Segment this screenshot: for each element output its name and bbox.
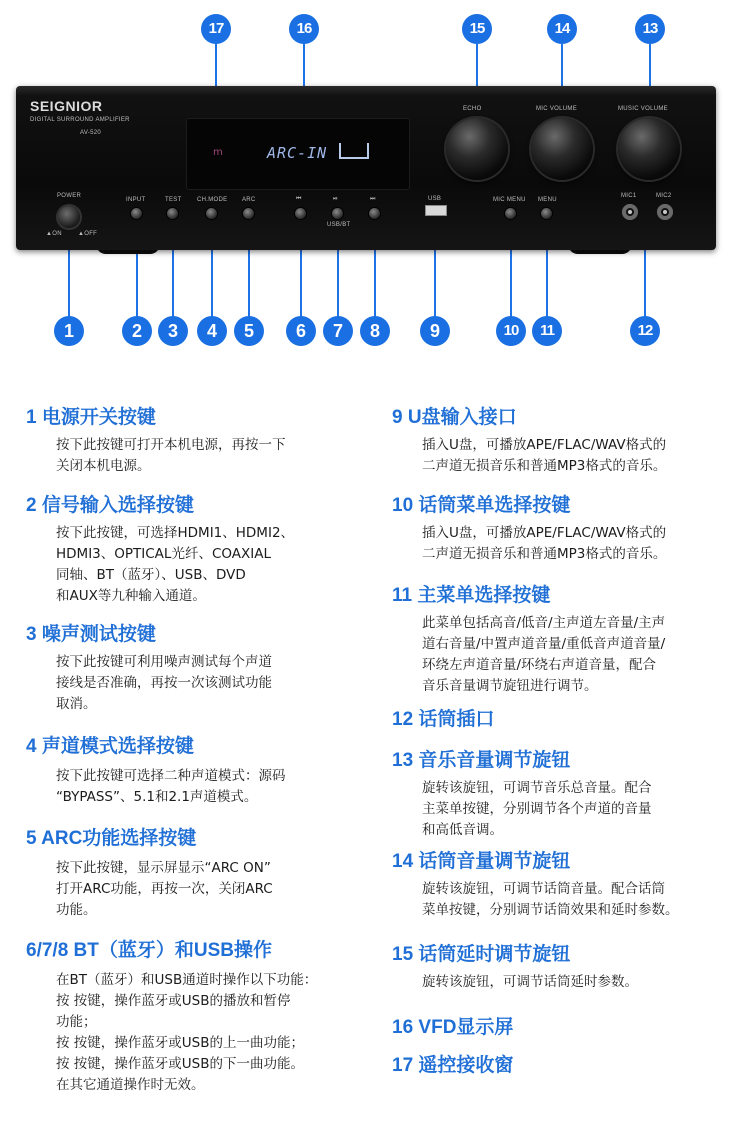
item-title: 17 遥控接收窗 — [392, 1055, 514, 1076]
item-4 — [26, 731, 286, 808]
item-line: 按 按键，操作蓝牙或USB的下一曲功能。 — [56, 1056, 305, 1072]
play-pause-button[interactable] — [332, 208, 343, 219]
item-14 — [392, 846, 679, 921]
mic-menu-label: MIC MENU — [493, 197, 526, 203]
display-level-bars — [339, 143, 369, 159]
callout-badge-7: 7 — [323, 316, 353, 346]
item-title: 15 话筒延时调节旋钮 — [392, 944, 571, 965]
item-line: 此菜单包括高音/低音/主声道左音量/主声 — [422, 615, 666, 631]
item-3 — [26, 619, 272, 715]
item-title: 16 VFD显示屏 — [392, 1017, 514, 1038]
callout-badge-5: 5 — [234, 316, 264, 346]
music-volume-label: MUSIC VOLUME — [618, 106, 668, 112]
item-12 — [392, 704, 494, 731]
item-15 — [392, 939, 638, 993]
item-line: 和AUX等九种输入通道。 — [56, 588, 206, 604]
echo-knob[interactable] — [446, 118, 508, 180]
mic1-jack[interactable] — [622, 204, 638, 220]
menu-button[interactable] — [541, 208, 552, 219]
usb-label: USB — [428, 196, 442, 202]
play-label: ⏯ — [333, 196, 339, 202]
callout-badge-16: 16 — [289, 14, 319, 44]
item-6-7-8 — [26, 935, 317, 1096]
power-button[interactable] — [58, 206, 80, 228]
display-text: ARC-IN — [267, 144, 328, 162]
item-line: 音乐音量调节旋钮进行调节。 — [422, 678, 598, 694]
item-line: 旋转该旋钮，可调节话筒音量。配合话筒 — [422, 881, 665, 897]
callout-badge-10: 10 — [496, 316, 526, 346]
mic2-jack[interactable] — [657, 204, 673, 220]
item-17 — [392, 1050, 513, 1077]
item-line: 接线是否准确，再按一次该测试功能 — [56, 675, 272, 691]
item-title: 6/7/8 BT（蓝牙）和USB操作 — [26, 940, 272, 961]
item-line: 二声道无损音乐和普通MP3格式的音乐。 — [422, 458, 667, 474]
item-line: 按下此按键可选择二种声道模式：源码 — [56, 768, 286, 784]
item-line: HDMI3、OPTICAL光纤、COAXIAL — [56, 546, 271, 562]
usb-port[interactable] — [425, 205, 447, 216]
callout-badge-3: 3 — [158, 316, 188, 346]
brand-logo: SEIGNIOR — [30, 98, 103, 114]
display-indicator: m — [213, 147, 223, 158]
power-off-label: ▲OFF — [78, 231, 98, 237]
item-title: 10 话筒菜单选择按键 — [392, 495, 571, 516]
item-line: 道右音量/中置声道音量/重低音声道音量/ — [422, 636, 666, 652]
item-2 — [26, 490, 294, 607]
callout-badge-13: 13 — [635, 14, 665, 44]
mic-volume-label: MIC VOLUME — [536, 106, 578, 112]
item-10 — [392, 490, 666, 565]
amplifier-figure — [0, 0, 750, 360]
callout-badge-4: 4 — [197, 316, 227, 346]
callout-badge-14: 14 — [547, 14, 577, 44]
item-title: 9 U盘输入接口 — [392, 407, 517, 428]
item-line: 环绕左声道音量/环绕右声道音量，配合 — [422, 657, 657, 673]
callout-badge-6: 6 — [286, 316, 316, 346]
callout-badge-2: 2 — [122, 316, 152, 346]
item-line: 取消。 — [56, 696, 97, 712]
item-line: 按下此按键，可选择HDMI1、HDMI2、 — [56, 525, 295, 541]
item-line: 插入U盘，可播放APE/FLAC/WAV格式的 — [422, 437, 667, 453]
callout-badge-1: 1 — [54, 316, 84, 346]
item-title: 3 噪声测试按键 — [26, 624, 156, 645]
item-line: 按 按键，操作蓝牙或USB的播放和暂停 — [56, 993, 291, 1009]
item-line: 关闭本机电源。 — [56, 458, 151, 474]
item-line: 按下此按键，显示屏显示“ARC ON” — [56, 860, 271, 876]
item-line: 按 按键，操作蓝牙或USB的上一曲功能； — [56, 1035, 305, 1051]
echo-label: ECHO — [463, 106, 482, 112]
next-button[interactable] — [369, 208, 380, 219]
usb-bt-label: USB/BT — [327, 222, 351, 228]
mic1-label: MIC1 — [621, 193, 637, 199]
callout-badge-12: 12 — [630, 316, 660, 346]
item-title: 5 ARC功能选择按键 — [26, 828, 197, 849]
item-11 — [392, 580, 665, 697]
item-body — [422, 613, 665, 697]
input-label: INPUT — [126, 197, 146, 203]
item-line: 菜单按键，分别调节话筒效果和延时参数。 — [422, 902, 679, 918]
next-label: ⏭ — [370, 196, 376, 202]
prev-button[interactable] — [295, 208, 306, 219]
item-title: 11 主菜单选择按键 — [392, 585, 551, 606]
item-16 — [392, 1012, 513, 1039]
item-body — [422, 523, 666, 565]
item-5 — [26, 823, 273, 921]
mic2-label: MIC2 — [656, 193, 672, 199]
item-line: 二声道无损音乐和普通MP3格式的音乐。 — [422, 546, 667, 562]
item-title: 1 电源开关按键 — [26, 407, 156, 428]
input-button[interactable] — [131, 208, 142, 219]
callout-badge-15: 15 — [462, 14, 492, 44]
callout-badge-11: 11 — [532, 316, 562, 346]
vfd-display — [186, 118, 410, 190]
item-line: 在BT（蓝牙）和USB通道时操作以下功能： — [56, 972, 318, 988]
item-body — [56, 435, 286, 477]
item-body — [56, 652, 272, 715]
item-body — [56, 523, 294, 607]
arc-label: ARC — [242, 197, 256, 203]
item-line: 按下此按键可打开本机电源，再按一下 — [56, 437, 286, 453]
prev-label: ⏮ — [296, 196, 302, 202]
device-model: AV-520 — [80, 130, 102, 136]
item-body — [56, 766, 286, 808]
item-body — [422, 972, 638, 993]
item-line: 按下此按键可利用噪声测试每个声道 — [56, 654, 272, 670]
item-title: 14 话筒音量调节旋钮 — [392, 851, 571, 872]
item-title: 2 信号输入选择按键 — [26, 495, 194, 516]
test-button[interactable] — [167, 208, 178, 219]
chmode-button[interactable] — [206, 208, 217, 219]
callout-badge-9: 9 — [420, 316, 450, 346]
arc-button[interactable] — [243, 208, 254, 219]
callout-badge-8: 8 — [360, 316, 390, 346]
power-label: POWER — [57, 193, 82, 199]
item-title: 4 声道模式选择按键 — [26, 736, 194, 757]
item-line: 插入U盘，可播放APE/FLAC/WAV格式的 — [422, 525, 667, 541]
item-13 — [392, 745, 652, 841]
item-1 — [26, 402, 286, 477]
item-body — [422, 435, 666, 477]
device-subtitle: DIGITAL SURROUND AMPLIFIER — [30, 117, 130, 123]
callout-badge-17: 17 — [201, 14, 231, 44]
item-body — [56, 970, 317, 1096]
item-title: 12 话筒插口 — [392, 709, 495, 730]
item-line: 旋转该旋钮，可调节音乐总音量。配合 — [422, 780, 652, 796]
item-title: 13 音乐音量调节旋钮 — [392, 750, 571, 771]
item-line: 在其它通道操作时无效。 — [56, 1077, 205, 1093]
item-line: “BYPASS”、5.1和2.1声道模式。 — [56, 789, 258, 805]
item-line: 和高低音调。 — [422, 822, 503, 838]
power-on-label: ▲ON — [46, 231, 62, 237]
menu-label: MENU — [538, 197, 557, 203]
item-line: 旋转该旋钮，可调节话筒延时参数。 — [422, 974, 638, 990]
item-line: 同轴、BT（蓝牙）、USB、DVD — [56, 567, 246, 583]
item-body — [422, 778, 652, 841]
item-line: 功能。 — [56, 902, 97, 918]
chmode-label: CH.MODE — [197, 197, 228, 203]
music-volume-knob[interactable] — [618, 118, 680, 180]
mic-volume-knob[interactable] — [531, 118, 593, 180]
test-label: TEST — [165, 197, 182, 203]
item-line: 功能； — [56, 1014, 97, 1030]
item-body — [422, 879, 679, 921]
item-line: 打开ARC功能，再按一次，关闭ARC — [56, 881, 273, 897]
item-line: 主菜单按键，分别调节各个声道的音量 — [422, 801, 652, 817]
item-9 — [392, 402, 666, 477]
mic-menu-button[interactable] — [505, 208, 516, 219]
item-body — [56, 858, 273, 921]
